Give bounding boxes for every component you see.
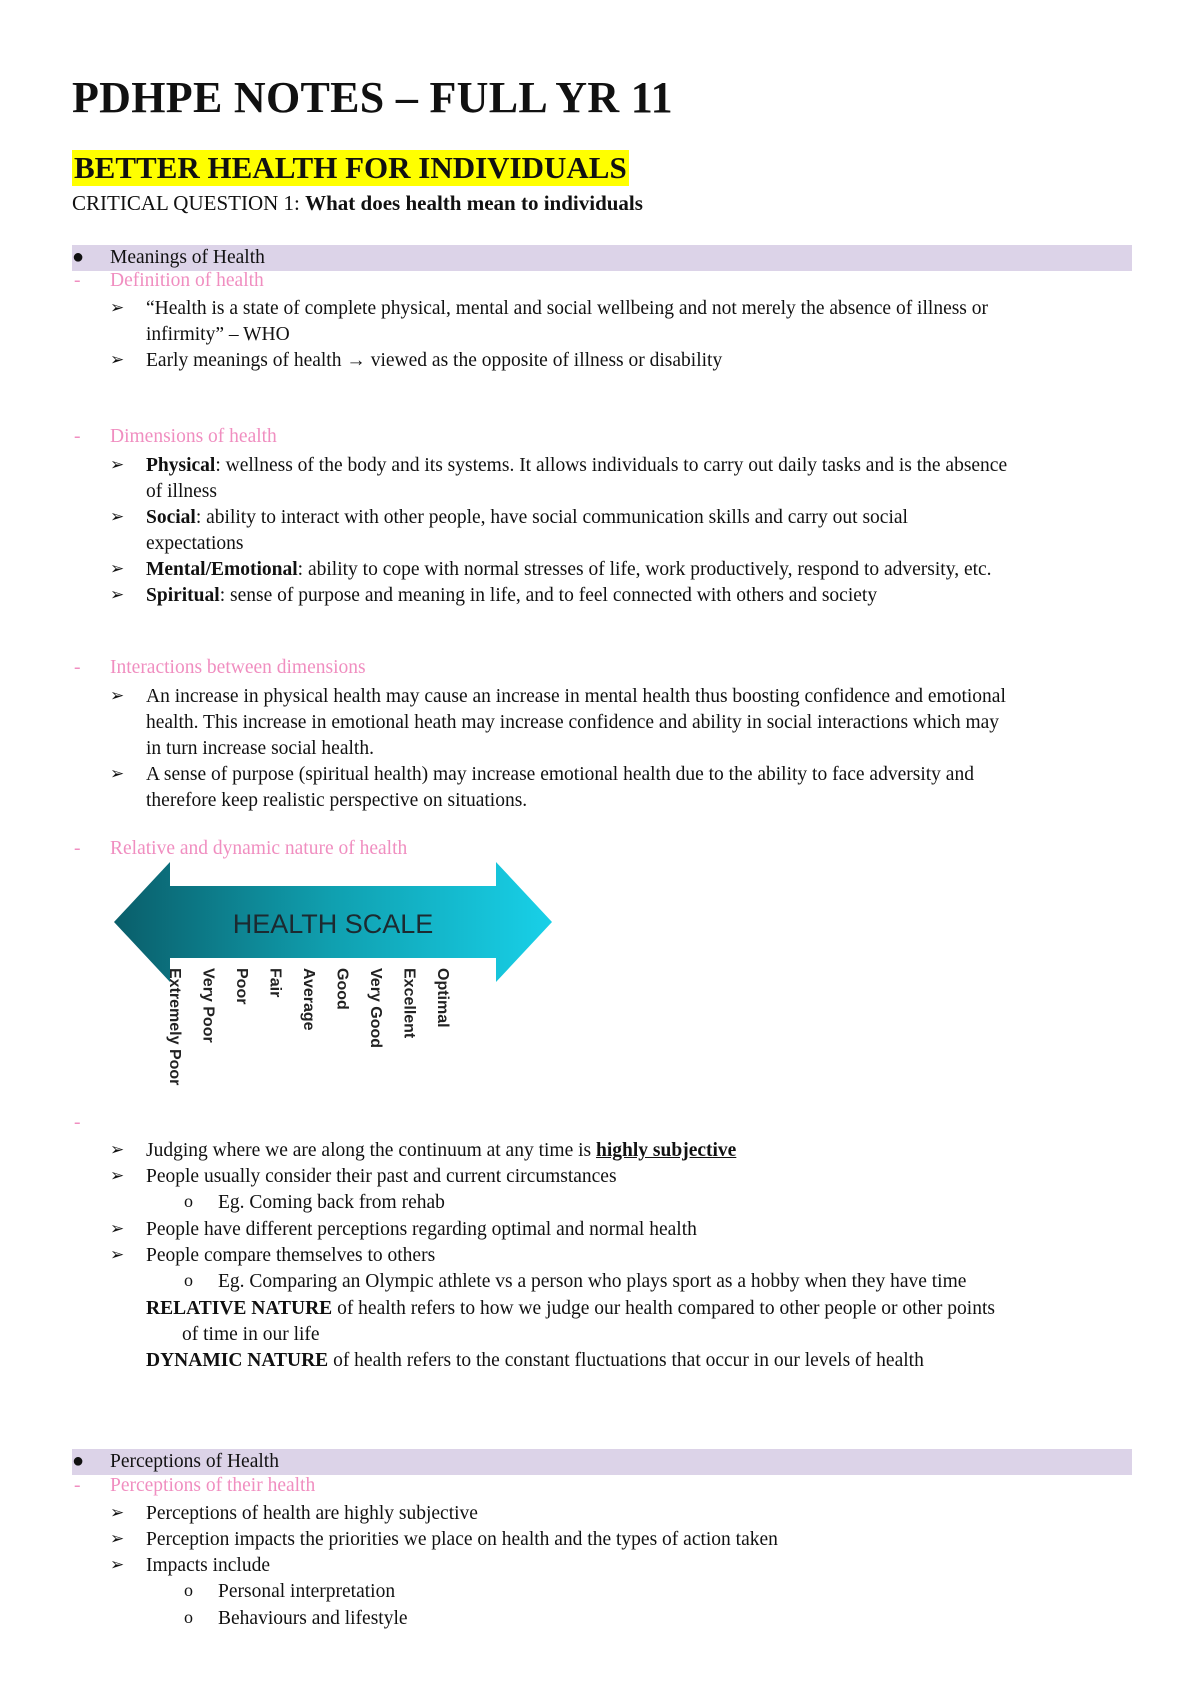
health-scale-level: Average (300, 968, 317, 1031)
health-scale-level: Very Poor (199, 968, 217, 1043)
dash-marker: - (74, 1112, 81, 1133)
health-scale-level: Extremely Poor (166, 968, 183, 1086)
mental-line1 (146, 557, 992, 582)
dash-marker: - (74, 838, 81, 859)
arrow-bullet-icon: ➢ (110, 507, 125, 526)
perceptions-heading: Perceptions of Health (110, 1451, 279, 1472)
interactions-b1-line2: health. This increase in emotional heath may increase confidence and ability in social interactions which may (146, 712, 1000, 733)
health-scale-levels (166, 968, 451, 1085)
section-heading: BETTER HEALTH FOR INDIVIDUALS (74, 150, 627, 185)
interactions-b1-line1: An increase in physical health may cause an increase in mental health thus boosting confidence and emotional (146, 686, 1006, 707)
circle-bullet-icon: o (184, 1607, 193, 1627)
interactions-b2-line2: therefore keep realistic perspective on situations. (146, 790, 528, 811)
relative-nature-line1 (146, 1296, 995, 1321)
dynamic-nature-line (146, 1348, 924, 1373)
arrow-bullet-icon: ➢ (110, 455, 125, 474)
early-meanings (146, 348, 722, 373)
dash-marker: - (74, 270, 81, 291)
arrow-bullet-icon: ➢ (110, 1245, 125, 1264)
health-scale-level: Poor (233, 968, 250, 1005)
perceptions-sub2: Behaviours and lifestyle (218, 1608, 408, 1629)
page-title: PDHPE NOTES – FULL YR 11 (72, 73, 673, 122)
arrow-bullet-icon: ➢ (110, 1529, 125, 1548)
arrow-bullet-icon: ➢ (110, 350, 125, 369)
perceptions-b1: Perceptions of health are highly subjective (146, 1503, 478, 1524)
arrow-bullet-icon: ➢ (110, 1503, 125, 1522)
dynamic-nature-term: DYNAMIC NATURE (146, 1350, 329, 1371)
dash-marker: - (74, 1475, 81, 1496)
definition-label: Definition of health (110, 270, 264, 291)
arrow-bullet-icon: ➢ (110, 1219, 125, 1238)
health-scale-level: Very Good (367, 968, 384, 1049)
arrow-bullet-icon: ➢ (110, 1555, 125, 1574)
highly-subjective: highly subjective (596, 1140, 737, 1161)
health-scale-title: HEALTH SCALE (232, 909, 434, 939)
spiritual-desc: : sense of purpose and meaning in life, and to feel connected with others and society (219, 585, 878, 606)
spiritual-term: Spiritual (146, 585, 220, 606)
health-scale-level: Optimal (434, 968, 451, 1028)
perceptions-sub1: Personal interpretation (218, 1581, 396, 1602)
arrow-bullet-icon: ➢ (110, 559, 125, 578)
relative-nature-term: RELATIVE NATURE (146, 1298, 333, 1319)
arrow-bullet-icon: ➢ (110, 764, 125, 783)
mental-term: Mental/Emotional (146, 559, 298, 580)
critical-question (72, 191, 643, 216)
perceptions-b2: Perception impacts the priorities we place on health and the types of action taken (146, 1529, 778, 1550)
dimensions-label: Dimensions of health (110, 426, 277, 447)
relative-b2: People usually consider their past and current circumstances (146, 1166, 617, 1187)
arrow-bullet-icon: ➢ (110, 298, 125, 317)
early-meanings-a: Early meanings of health (146, 350, 347, 371)
arrow-bullet-icon: ➢ (110, 686, 125, 705)
relative-b2-sub: Eg. Coming back from rehab (218, 1192, 445, 1213)
arrow-bullet-icon: ➢ (110, 1166, 125, 1185)
relative-b4: People compare themselves to others (146, 1245, 436, 1266)
physical-line1 (146, 453, 1007, 478)
interactions-label: Interactions between dimensions (110, 657, 366, 678)
right-arrow-icon: → (346, 350, 366, 371)
relative-b1 (146, 1138, 736, 1163)
health-scale-level: Excellent (400, 968, 418, 1039)
social-line2: expectations (146, 533, 244, 554)
meanings-heading: Meanings of Health (110, 247, 265, 268)
relative-nature-desc: of health refers to how we judge our health compared to other people or other points (332, 1298, 995, 1319)
physical-desc: : wellness of the body and its systems. It allows individuals to carry out daily tasks and is the absence (215, 455, 1008, 476)
arrow-bullet-icon: ➢ (110, 585, 125, 604)
physical-line2: of illness (146, 481, 217, 502)
social-term: Social (146, 507, 196, 528)
health-scale-level: Fair (266, 968, 284, 998)
perceptions-label: Perceptions of their health (110, 1475, 316, 1496)
critical-question-prefix: CRITICAL QUESTION 1: (72, 191, 306, 215)
relative-label: Relative and dynamic nature of health (110, 838, 408, 859)
dynamic-nature-desc: of health refers to the constant fluctuations that occur in our levels of health (328, 1350, 924, 1371)
health-scale-level: Good (333, 968, 351, 1010)
spiritual-line1 (146, 583, 877, 608)
critical-question-text: What does health mean to individuals (305, 191, 643, 215)
bullet-icon: ● (72, 1450, 85, 1472)
circle-bullet-icon: o (184, 1580, 193, 1600)
bullet-icon: ● (72, 246, 85, 268)
social-desc: : ability to interact with other people, have social communication skills and carry out social (195, 507, 908, 528)
early-meanings-b: viewed as the opposite of illness or disability (365, 350, 723, 371)
dash-marker: - (74, 426, 81, 447)
relative-nature-line2: of time in our life (182, 1324, 320, 1345)
perceptions-b3: Impacts include (146, 1555, 270, 1576)
definition-who-line1: “Health is a state of complete physical, mental and social wellbeing and not merely the absence of illness or (146, 298, 989, 319)
definition-who-line2: infirmity” – WHO (146, 324, 290, 345)
circle-bullet-icon: o (184, 1191, 193, 1211)
interactions-b1-line3: in turn increase social health. (146, 738, 374, 759)
relative-b3: People have different perceptions regarding optimal and normal health (146, 1219, 697, 1240)
dash-marker: - (74, 657, 81, 678)
interactions-b2-line1: A sense of purpose (spiritual health) may increase emotional health due to the ability to face adversity and (146, 764, 974, 785)
mental-desc: : ability to cope with normal stresses of life, work productively, respond to adversity, etc. (297, 559, 992, 580)
physical-term: Physical (146, 455, 216, 476)
circle-bullet-icon: o (184, 1270, 193, 1290)
relative-b4-sub: Eg. Comparing an Olympic athlete vs a person who plays sport as a hobby when they have time (218, 1271, 967, 1292)
relative-b1-text: Judging where we are along the continuum at any time is (146, 1140, 597, 1161)
arrow-bullet-icon: ➢ (110, 1140, 125, 1159)
health-scale-diagram (110, 858, 560, 1108)
social-line1 (146, 505, 908, 530)
